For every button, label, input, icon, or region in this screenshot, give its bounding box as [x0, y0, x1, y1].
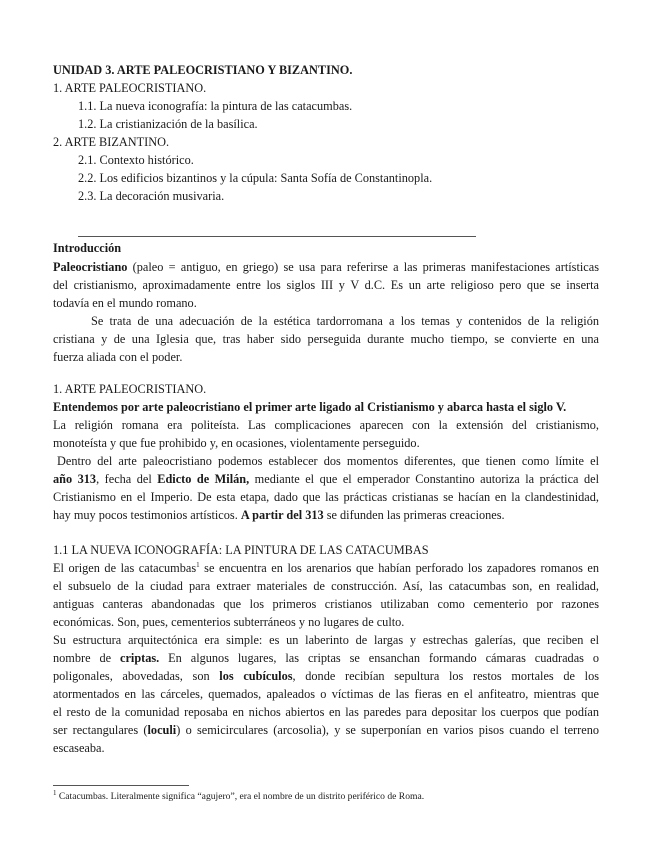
section-1-line-5: Cristianismo en el Imperio. De esta etapa, dado que las prácticas cristianas se hacían en la clandestinidad, [53, 490, 599, 504]
intro-line-1: Paleocristiano (paleo = antiguo, en griego) se usa para referirse a las primeras manifestaciones artísticas [53, 260, 599, 274]
section-1-bold-line: Entendemos por arte paleocristiano el primer arte ligado al Cristianismo y abarca hasta el siglo V. [53, 400, 567, 414]
unit-title: UNIDAD 3. ARTE PALEOCRISTIANO Y BIZANTINO. [53, 63, 353, 77]
section-1-line-2: monoteísta y que fue prohibido y, en ocasiones, violentamente perseguido. [53, 436, 420, 450]
toc-section-1-2: 1.2. La cristianización de la basílica. [78, 117, 258, 131]
intro-heading: Introducción [53, 241, 122, 255]
intro-line-4: Se trata de una adecuación de la estética tardorromana a los temas y contenidos de la religión [91, 314, 599, 328]
section-1-1-line-10: ser rectangulares (loculi) o semicirculares (arcosolia), y se superponían en varios pisos cuando el terreno [53, 723, 599, 737]
section-1-line-3: Dentro del arte paleocristiano podemos establecer dos momentos diferentes, que tienen como límite el [57, 454, 599, 468]
section-1-1-line-2: el subsuelo de la ciudad para extraer materiales de construcción. Así, las catacumbas son, en realidad, [53, 579, 599, 593]
section-1-1-line-4: económicas. Son, pues, cementerios subterráneos y no lugares de culto. [53, 615, 405, 629]
toc-section-2-2: 2.2. Los edificios bizantinos y la cúpula: Santa Sofía de Constantinopla. [78, 171, 433, 185]
section-1-1-line-9: el resto de la comunidad reposaba en nichos abiertos en las paredes para depositar los cuerpos que podían [53, 705, 599, 719]
section-1-1-line-5: Su estructura arquitectónica era simple: es un laberinto de largas y estrechas galerías, que reciben el [53, 633, 599, 647]
divider-line [78, 236, 476, 237]
section-1-1-line-7: poligonales, abovedadas, son los cubículos, donde recibían sepultura los restos mortales de los [53, 669, 599, 683]
section-1-heading: 1. ARTE PALEOCRISTIANO. [53, 382, 207, 396]
section-1-1-heading: 1.1 LA NUEVA ICONOGRAFÍA: LA PINTURA DE LAS CATACUMBAS [53, 543, 429, 557]
toc-section-1-1: 1.1. La nueva iconografía: la pintura de las catacumbas. [78, 99, 353, 113]
footnote-divider [53, 785, 189, 786]
section-1-1-line-3: antiguas canteras abandonadas que los primeros cristianos utilizaban como cementerio por razones [53, 597, 599, 611]
section-1-line-6: hay muy pocos testimonios artísticos. A partir del 313 se difunden las primeras creaciones. [53, 508, 505, 522]
toc-section-2-1: 2.1. Contexto histórico. [78, 153, 194, 167]
intro-line-3: todavía en el mundo romano. [53, 296, 197, 310]
section-1-1-line-8: atormentados en las cárceles, quemados, apaleados o víctimas de las fieras en el anfiteatro, mientras que [53, 687, 599, 701]
section-1-1-line-6: nombre de criptas. En algunos lugares, las criptas se ensanchan formando cámaras cuadradas o [53, 651, 599, 665]
intro-line-6: fuerza aliada con el poder. [53, 350, 183, 364]
section-1-1-line-1: El origen de las catacumbas$^1$ se encuentra en los arenarios que habían perforado los zapadores romanos en [53, 560, 599, 575]
section-1-line-4: año 313, fecha del Edicto de Milán, mediante el que el emperador Constantino autoriza la práctica del [53, 472, 599, 486]
toc-section-2-3: 2.3. La decoración musivaria. [78, 189, 225, 203]
toc-section-2: 2. ARTE BIZANTINO. [53, 135, 170, 149]
intro-line-2: del cristianismo, aproximadamente entre los siglos III y V d.C. Es un arte religioso pero que se inserta [53, 278, 599, 292]
section-1-1-line-11: escaseaba. [53, 741, 105, 755]
footnote-marker: 1 [196, 560, 200, 569]
footnote: $^1$ Catacumbas. Literalmente significa “agujero”, era el nombre de un distrito periférico de Roma. [53, 788, 425, 802]
intro-line-5: cristiana y de una Iglesia que, tras haber sido perseguida durante mucho tiempo, se convierte en una [53, 332, 599, 346]
section-1-line-1: La religión romana era politeísta. Las complicaciones aparecen con la extensión del cristianismo, [53, 418, 599, 432]
toc-section-1: 1. ARTE PALEOCRISTIANO. [53, 81, 207, 95]
